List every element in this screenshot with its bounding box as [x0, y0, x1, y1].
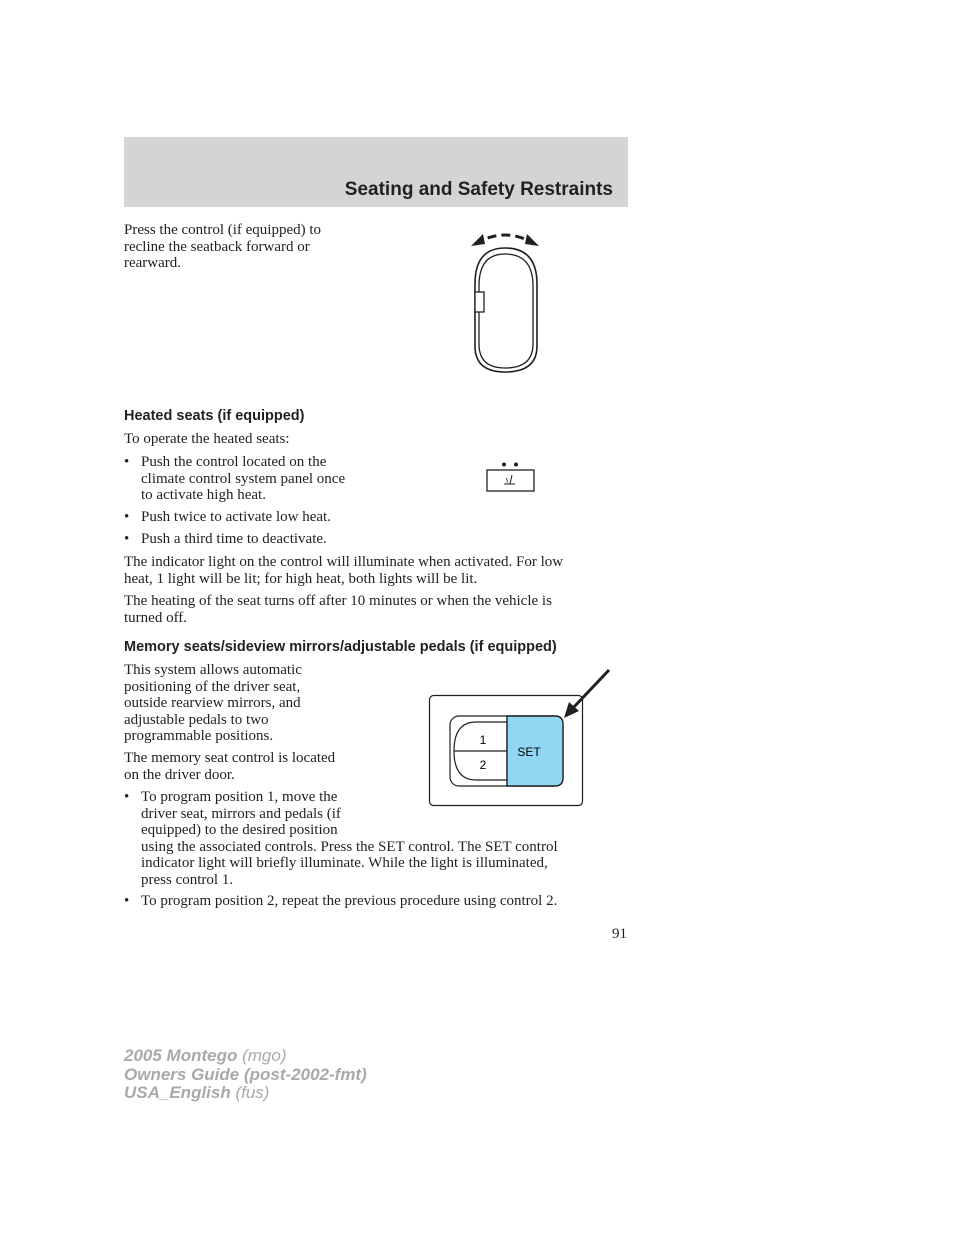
memory-set-label: SET	[517, 745, 541, 759]
recline-line-1: Press the control (if equipped) to	[124, 222, 322, 238]
memory-bullet-1-line-4: using the associated controls. Press the SET control. The SET control	[141, 838, 558, 855]
section-header-band	[124, 137, 628, 207]
memory-location-paragraph	[124, 750, 335, 783]
heated-bullet-low-text: Push twice to activate low heat.	[141, 509, 331, 525]
bullet-dot: •	[124, 509, 130, 525]
indicator-line-1: The indicator light on the control will illuminate when activated. For low	[124, 554, 564, 570]
heated-seats-heading: Heated seats (if equipped)	[124, 408, 305, 424]
document-footer	[124, 1047, 367, 1103]
memory-bullet-1-line-3: equipped) to the desired position	[141, 822, 338, 838]
heated-seat-button-icon	[484, 460, 538, 494]
memory-bullet-1-line-5: indicator light will briefly illuminate. While the light is illuminated,	[141, 855, 548, 871]
page-number: 91	[612, 926, 627, 942]
auto-off-paragraph	[124, 593, 552, 626]
recline-line-2: recline the seatback forward or	[124, 238, 310, 255]
memory-bullet-1-line-1: To program position 1, move the	[141, 789, 338, 805]
memory-intro-line-4: adjustable pedals to two	[124, 711, 269, 728]
memory-intro-line-1: This system allows automatic	[124, 662, 302, 678]
footer-guide: Owners Guide (post-2002-fmt)	[124, 1064, 367, 1084]
indicator-line-2: heat, 1 light will be lit; for high heat, both lights will be lit.	[124, 570, 478, 587]
bullet-dot: •	[124, 893, 130, 909]
heated-bullet-off-text: Push a third time to deactivate.	[141, 531, 327, 547]
memory-bullet-1-line-2: driver seat, mirrors and pedals (if	[141, 805, 341, 822]
section-title: Seating and Safety Restraints	[344, 179, 613, 200]
memory-button-1-label: 1	[479, 733, 487, 747]
memory-bullet-position-2-text: To program position 2, repeat the previous procedure using control 2.	[141, 893, 558, 909]
heated-bullet-high-line-3: to activate high heat.	[141, 487, 266, 503]
heated-bullet-high-text	[141, 454, 345, 504]
bullet-dot: •	[124, 531, 130, 547]
memory-bullet-position-2	[124, 893, 628, 911]
memory-bullet-1-line-6: press control 1.	[141, 871, 234, 888]
bullet-dot: •	[124, 454, 130, 470]
heated-bullet-low	[124, 509, 424, 527]
memory-button-2-label: 2	[479, 758, 487, 772]
memory-location-line-2: on the driver door.	[124, 766, 235, 783]
heated-bullet-high-line-1: Push the control located on the	[141, 454, 327, 470]
recline-instructions	[124, 222, 321, 272]
memory-seat-control-figure	[428, 666, 614, 808]
footer-model-code: (mgo)	[237, 1046, 287, 1065]
bullet-dot: •	[124, 789, 130, 805]
memory-seats-heading: Memory seats/sideview mirrors/adjustable pedals (if equipped)	[124, 639, 557, 655]
footer-model: 2005 Montego	[124, 1046, 238, 1065]
indicator-light-paragraph	[124, 554, 563, 587]
recline-line-3: rearward.	[124, 255, 182, 271]
heated-seats-intro: To operate the heated seats:	[124, 431, 290, 447]
footer-language-code: (fus)	[230, 1083, 270, 1102]
memory-intro-paragraph	[124, 662, 302, 745]
heated-bullet-high-line-2: climate control system panel once	[141, 470, 346, 487]
heated-bullet-off	[124, 531, 424, 549]
seat-recline-control-icon	[465, 224, 549, 376]
footer-language: USA_English	[124, 1083, 231, 1102]
memory-intro-line-3: outside rearview mirrors, and	[124, 695, 301, 711]
auto-off-line-1: The heating of the seat turns off after 10 minutes or when the vehicle is	[124, 593, 552, 609]
auto-off-line-2: turned off.	[124, 609, 188, 626]
memory-location-line-1: The memory seat control is located	[124, 750, 336, 766]
heated-bullet-high	[124, 454, 404, 504]
memory-intro-line-2: positioning of the driver seat,	[124, 678, 301, 695]
memory-intro-line-5: programmable positions.	[124, 728, 274, 744]
